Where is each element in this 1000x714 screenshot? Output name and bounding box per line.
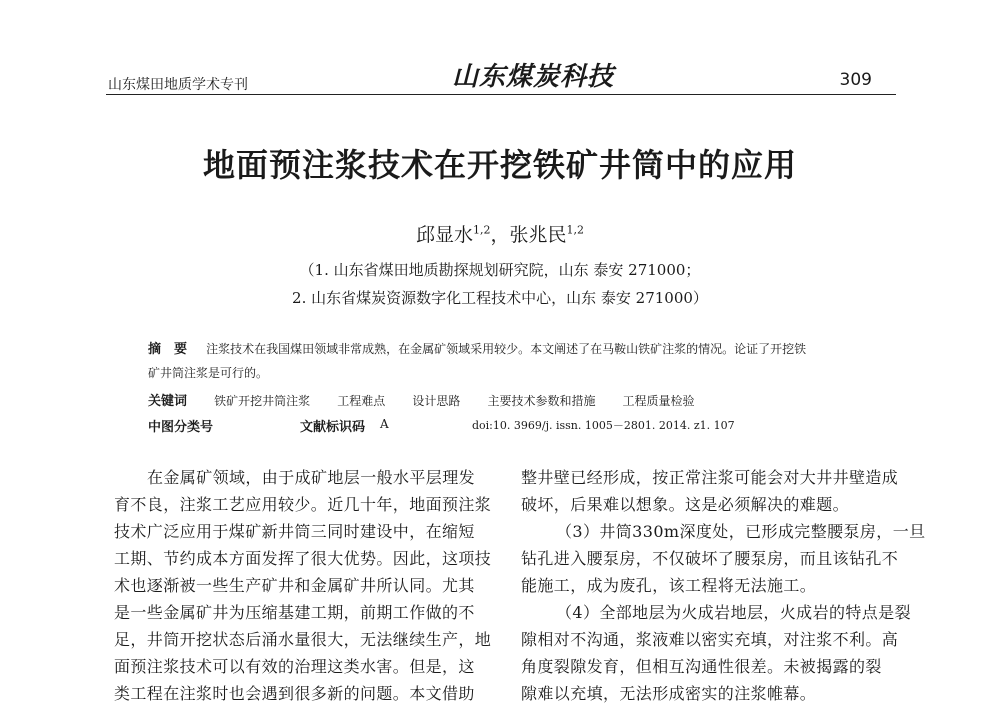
- body-line: 在金属矿领域，由于成矿地层一般水平层理发: [147, 468, 476, 487]
- body-line: 破坏，后果难以想象。这是必须解决的难题。: [521, 495, 850, 514]
- author-affiliation-mark: 1,2: [472, 223, 491, 237]
- keyword: 主要技术参数和措施: [487, 394, 596, 408]
- header-rule: [106, 94, 896, 95]
- keyword: 铁矿开挖井筒注浆: [214, 394, 311, 408]
- body-line: 足，井筒开挖状态后涌水量很大，无法继续生产，地: [114, 630, 492, 649]
- body-line: 隙相对不沟通，浆液难以密实充填，对注浆不利。高: [521, 630, 899, 649]
- abstract-text: 矿井筒注浆是可行的。: [148, 366, 269, 380]
- affiliation-1: （1. 山东省煤田地质勘探规划研究院，山东 泰安 271000；: [299, 261, 701, 279]
- abstract: [148, 338, 806, 357]
- body-line: 能施工，成为废孔，该工程将无法施工。: [521, 576, 817, 595]
- body-line: 技术广泛应用于煤矿新井筒三同时建设中，在缩短: [114, 522, 475, 541]
- author-name: 张兆民: [509, 224, 567, 246]
- doc-code-label: 文献标识码: [300, 420, 366, 435]
- body-line: 工期、节约成本方面发挥了很大优势。因此，这项技: [114, 549, 492, 568]
- page-number: 309: [839, 70, 872, 90]
- keywords: [148, 390, 695, 409]
- author-affiliation-mark: 1,2: [566, 223, 585, 237]
- abstract-text: 注浆技术在我国煤田领域非常成熟，在金属矿领域采用较少。本文阐述了在马鞍山铁矿注浆的情况。论证了开挖铁: [206, 342, 807, 356]
- clc-label: 中图分类号: [148, 420, 214, 435]
- body-line: 整井壁已经形成，按正常注浆可能会对大井井壁造成: [521, 468, 899, 487]
- body-line: 隙难以充填，无法形成密实的注浆帷幕。: [521, 684, 817, 703]
- body-line: 面预注浆技术可以有效的治理这类水害。但是，这: [114, 657, 475, 676]
- doc-code: A: [380, 417, 389, 431]
- doi: doi:10. 3969/j. issn. 1005－2801. 2014. z1. 107: [472, 419, 735, 432]
- keyword: 工程难点: [337, 394, 386, 408]
- abstract-label: 摘 要: [148, 342, 188, 357]
- body-line: 类工程在注浆时也会遇到很多新的问题。本文借助: [114, 684, 475, 703]
- journal-logo: 山东煤炭科技: [452, 62, 615, 92]
- article-title: 地面预注浆技术在开挖铁矿井筒中的应用: [202, 146, 797, 184]
- body-line: （4）全部地层为火成岩地层，火成岩的特点是裂: [556, 603, 911, 622]
- body-line: 育不良，注浆工艺应用较少。近几十年，地面预注浆: [114, 495, 492, 514]
- keywords-label: 关键词: [148, 394, 188, 409]
- body-line: （3）井筒330m深度处，已形成完整腰泵房，一旦: [556, 522, 926, 541]
- body-line: 术也逐渐被一些生产矿井和金属矿井所认同。尤其: [114, 576, 475, 595]
- author-list: [0, 220, 1000, 247]
- body-line: 是一些金属矿井为压缩基建工期，前期工作做的不: [114, 603, 475, 622]
- author-separator: ，: [490, 224, 510, 246]
- keyword: 工程质量检验: [622, 394, 695, 408]
- author-name: 邱显水: [415, 224, 473, 246]
- keyword: 设计思路: [412, 394, 461, 408]
- journal-name: 山东煤田地质学术专刊: [108, 77, 248, 93]
- body-line: 角度裂隙发育，但相互沟通性很差。未被揭露的裂: [521, 657, 882, 676]
- affiliation-2: 2. 山东省煤炭资源数字化工程技术中心，山东 泰安 271000）: [292, 289, 708, 307]
- body-line: 钻孔进入腰泵房，不仅破坏了腰泵房，而且该钻孔不: [521, 549, 899, 568]
